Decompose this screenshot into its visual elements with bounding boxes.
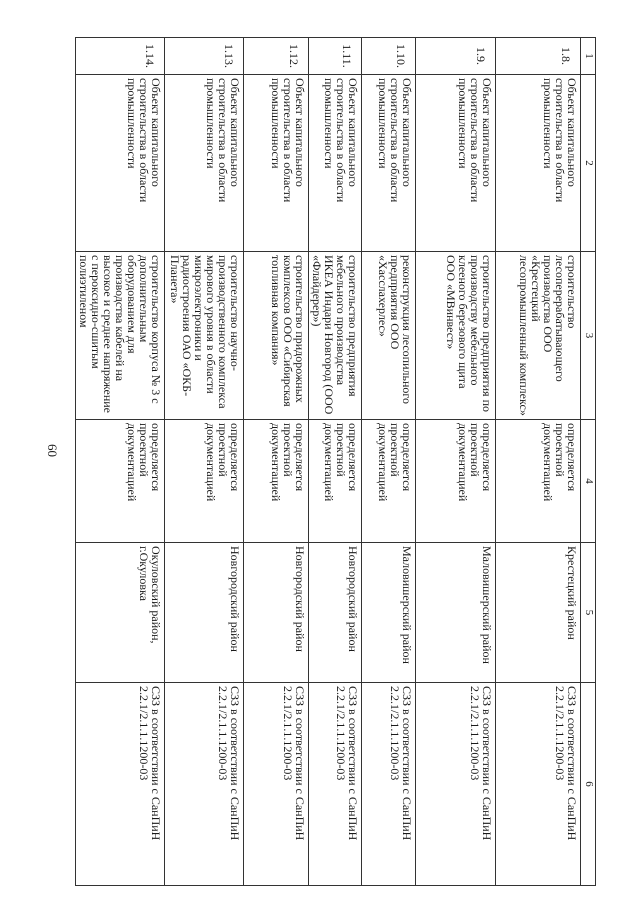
district-cell: Новгородский район [309, 543, 362, 683]
parameters-cell: определяется проектной документацией [309, 420, 362, 543]
table-row [362, 38, 416, 886]
zone-cell: СЗЗ в соответствии с СанПиН 2.2.1/2.1.1.1200-03 [244, 683, 309, 886]
parameters-cell: определяется проектной документацией [362, 420, 416, 543]
zone-cell: СЗЗ в соответствии с СанПиН 2.2.1/2.1.1.1200-03 [416, 683, 496, 886]
table-row [76, 38, 165, 886]
zone-cell: СЗЗ в соответствии с СанПиН 2.2.1/2.1.1.1200-03 [76, 683, 165, 886]
table-row [309, 38, 362, 886]
header-col-4: 4 [581, 420, 596, 543]
table-row [416, 38, 496, 886]
district-cell: Маловишерский район [416, 543, 496, 683]
object-type-cell: Объект капитального строительства в области промышленности [76, 75, 165, 252]
objects-table [75, 37, 596, 886]
page-number: 60 [45, 444, 60, 457]
object-type-cell: Объект капитального строительства в области промышленности [496, 75, 581, 252]
header-col-3: 3 [581, 252, 596, 420]
row-number-cell: 1.9. [416, 38, 496, 75]
parameters-cell: определяется проектной документацией [165, 420, 244, 543]
object-type-cell: Объект капитального строительства в области промышленности [309, 75, 362, 252]
table-row [496, 38, 581, 886]
description-cell: строительство лесоперерабатывающего производства ООО «Крестецкий лесопромышленный комплекс» [496, 252, 581, 420]
header-col-2: 2 [581, 75, 596, 252]
zone-cell: СЗЗ в соответствии с СанПиН 2.2.1/2.1.1.1200-03 [496, 683, 581, 886]
description-cell: реконструкция лесопильного предприятия ООО «Хасслахерлес» [362, 252, 416, 420]
district-cell: Маловишерский район [362, 543, 416, 683]
header-col-5: 5 [581, 543, 596, 683]
parameters-cell: определяется проектной документацией [416, 420, 496, 543]
description-cell: строительство предприятия по производству мебельного клееного березового щита ООО «МВинвест» [416, 252, 496, 420]
object-type-cell: Объект капитального строительства в области промышленности [244, 75, 309, 252]
parameters-cell: определяется проектной документацией [76, 420, 165, 543]
table-row [244, 38, 309, 886]
description-cell: строительство научно-производственного комплекса мирового уровня в области микроэлектроники и радиостроения ОАО «ОКБ-Планета» [165, 252, 244, 420]
object-type-cell: Объект капитального строительства в области промышленности [416, 75, 496, 252]
rotated-table-container [75, 37, 596, 886]
row-number-cell: 1.10. [362, 38, 416, 75]
district-cell: Новгородский район [165, 543, 244, 683]
description-cell: строительство предприятия мебельного производства ИКЕА Индари Новгород (ООО «Флайдерер») [309, 252, 362, 420]
row-number-cell: 1.13. [165, 38, 244, 75]
zone-cell: СЗЗ в соответствии с СанПиН 2.2.1/2.1.1.1200-03 [165, 683, 244, 886]
row-number-cell: 1.12. [244, 38, 309, 75]
parameters-cell: определяется проектной документацией [244, 420, 309, 543]
header-col-6: 6 [581, 683, 596, 886]
district-cell: Новгородский район [244, 543, 309, 683]
zone-cell: СЗЗ в соответствии с СанПиН 2.2.1/2.1.1.1200-03 [309, 683, 362, 886]
row-number-cell: 1.14. [76, 38, 165, 75]
row-number-cell: 1.8. [496, 38, 581, 75]
object-type-cell: Объект капитального строительства в области промышленности [165, 75, 244, 252]
description-cell: строительство корпуса № 3 с дополнительным оборудованием для производства кабелей на высокое и среднее напряжение с пероксидно-сшитым полиэтиленом [76, 252, 165, 420]
header-col-1: 1 [581, 38, 596, 75]
table-row [165, 38, 244, 886]
description-cell: строительство придорожных комплексов ООО «Сибирская топливная компания» [244, 252, 309, 420]
zone-cell: СЗЗ в соответствии с СанПиН 2.2.1/2.1.1.1200-03 [362, 683, 416, 886]
district-cell: Крестецкий район [496, 543, 581, 683]
district-cell: Окуловский район, г.Окуловка [76, 543, 165, 683]
parameters-cell: определяется проектной документацией [496, 420, 581, 543]
row-number-cell: 1.11. [309, 38, 362, 75]
table-header-row [581, 38, 596, 886]
object-type-cell: Объект капитального строительства в области промышленности [362, 75, 416, 252]
